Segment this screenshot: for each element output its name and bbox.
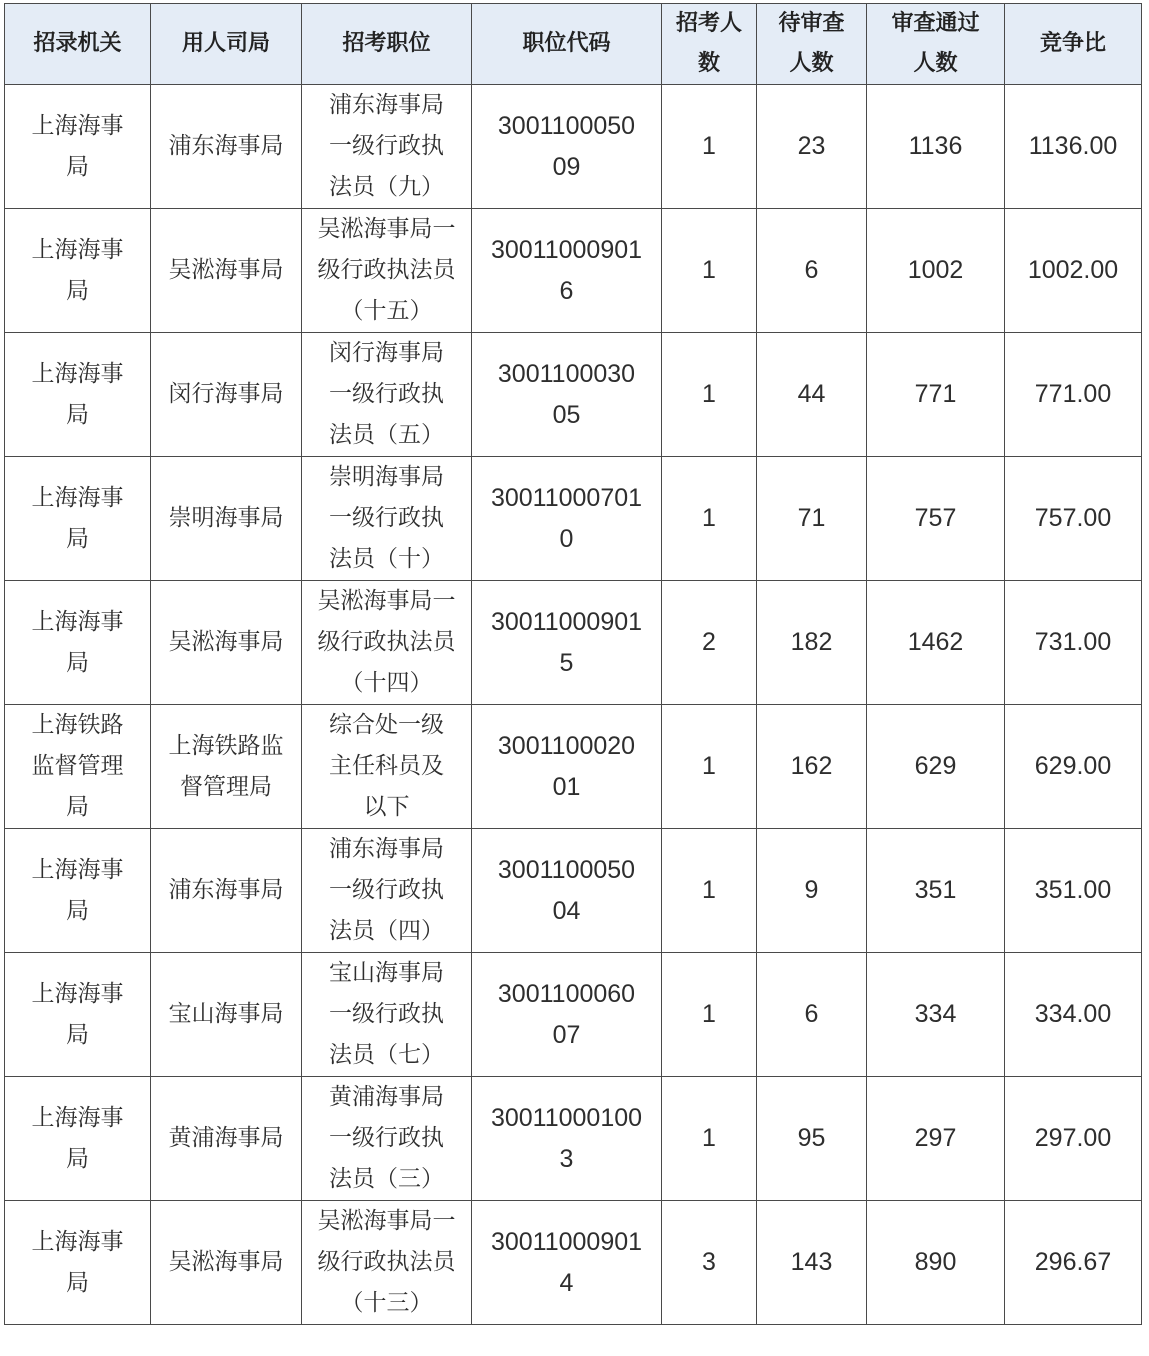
cell-bureau: 浦东海事局 <box>151 829 302 953</box>
cell-agency: 上海海事局 <box>5 1077 151 1201</box>
table-row <box>5 209 1142 333</box>
cell-pending: 44 <box>757 333 867 457</box>
cell-position: 吴淞海事局一级行政执法员（十三） <box>302 1201 472 1325</box>
cell-quota: 1 <box>662 457 757 581</box>
cell-code: 300110001003 <box>472 1077 662 1201</box>
header-agency: 招录机关 <box>5 4 151 85</box>
table-row <box>5 705 1142 829</box>
cell-bureau: 上海铁路监督管理局 <box>151 705 302 829</box>
cell-bureau: 黄浦海事局 <box>151 1077 302 1201</box>
cell-quota: 1 <box>662 333 757 457</box>
table-row <box>5 953 1142 1077</box>
cell-code: 300110005009 <box>472 85 662 209</box>
cell-ratio: 731.00 <box>1005 581 1142 705</box>
recruitment-table-container <box>4 3 1142 1325</box>
cell-passed: 1462 <box>867 581 1005 705</box>
cell-ratio: 334.00 <box>1005 953 1142 1077</box>
cell-ratio: 296.67 <box>1005 1201 1142 1325</box>
cell-quota: 1 <box>662 1077 757 1201</box>
cell-position: 宝山海事局一级行政执法员（七） <box>302 953 472 1077</box>
cell-position: 闵行海事局一级行政执法员（五） <box>302 333 472 457</box>
cell-bureau: 吴淞海事局 <box>151 581 302 705</box>
cell-pending: 95 <box>757 1077 867 1201</box>
cell-agency: 上海海事局 <box>5 953 151 1077</box>
cell-quota: 1 <box>662 829 757 953</box>
cell-passed: 297 <box>867 1077 1005 1201</box>
header-passed: 审查通过人数 <box>867 4 1005 85</box>
cell-bureau: 浦东海事局 <box>151 85 302 209</box>
cell-code: 300110009014 <box>472 1201 662 1325</box>
cell-agency: 上海铁路监督管理局 <box>5 705 151 829</box>
recruitment-table <box>4 3 1142 1325</box>
cell-passed: 757 <box>867 457 1005 581</box>
cell-agency: 上海海事局 <box>5 209 151 333</box>
cell-position: 吴淞海事局一级行政执法员（十五） <box>302 209 472 333</box>
cell-pending: 162 <box>757 705 867 829</box>
header-bureau: 用人司局 <box>151 4 302 85</box>
cell-passed: 771 <box>867 333 1005 457</box>
table-row <box>5 829 1142 953</box>
header-pending: 待审查人数 <box>757 4 867 85</box>
cell-pending: 6 <box>757 953 867 1077</box>
cell-pending: 182 <box>757 581 867 705</box>
header-ratio: 竞争比 <box>1005 4 1142 85</box>
cell-agency: 上海海事局 <box>5 581 151 705</box>
cell-ratio: 757.00 <box>1005 457 1142 581</box>
cell-pending: 9 <box>757 829 867 953</box>
cell-pending: 23 <box>757 85 867 209</box>
table-row <box>5 457 1142 581</box>
cell-quota: 1 <box>662 209 757 333</box>
cell-agency: 上海海事局 <box>5 333 151 457</box>
cell-pending: 6 <box>757 209 867 333</box>
cell-code: 300110009016 <box>472 209 662 333</box>
cell-agency: 上海海事局 <box>5 829 151 953</box>
cell-passed: 890 <box>867 1201 1005 1325</box>
cell-passed: 1002 <box>867 209 1005 333</box>
cell-bureau: 吴淞海事局 <box>151 209 302 333</box>
cell-code: 300110002001 <box>472 705 662 829</box>
cell-position: 浦东海事局一级行政执法员（四） <box>302 829 472 953</box>
cell-bureau: 闵行海事局 <box>151 333 302 457</box>
cell-passed: 629 <box>867 705 1005 829</box>
cell-pending: 143 <box>757 1201 867 1325</box>
cell-ratio: 1136.00 <box>1005 85 1142 209</box>
cell-code: 300110003005 <box>472 333 662 457</box>
cell-code: 300110005004 <box>472 829 662 953</box>
cell-code: 300110007010 <box>472 457 662 581</box>
cell-quota: 1 <box>662 85 757 209</box>
cell-position: 吴淞海事局一级行政执法员（十四） <box>302 581 472 705</box>
cell-bureau: 吴淞海事局 <box>151 1201 302 1325</box>
cell-position: 综合处一级主任科员及以下 <box>302 705 472 829</box>
table-row <box>5 333 1142 457</box>
cell-agency: 上海海事局 <box>5 457 151 581</box>
cell-ratio: 1002.00 <box>1005 209 1142 333</box>
table-row <box>5 581 1142 705</box>
table-header-row <box>5 4 1142 85</box>
cell-ratio: 771.00 <box>1005 333 1142 457</box>
cell-position: 崇明海事局一级行政执法员（十） <box>302 457 472 581</box>
cell-position: 黄浦海事局一级行政执法员（三） <box>302 1077 472 1201</box>
cell-bureau: 崇明海事局 <box>151 457 302 581</box>
cell-pending: 71 <box>757 457 867 581</box>
header-code: 职位代码 <box>472 4 662 85</box>
cell-code: 300110009015 <box>472 581 662 705</box>
cell-passed: 351 <box>867 829 1005 953</box>
cell-quota: 2 <box>662 581 757 705</box>
header-quota: 招考人数 <box>662 4 757 85</box>
cell-quota: 3 <box>662 1201 757 1325</box>
table-row <box>5 1201 1142 1325</box>
cell-passed: 1136 <box>867 85 1005 209</box>
header-position: 招考职位 <box>302 4 472 85</box>
cell-quota: 1 <box>662 953 757 1077</box>
cell-passed: 334 <box>867 953 1005 1077</box>
cell-code: 300110006007 <box>472 953 662 1077</box>
cell-bureau: 宝山海事局 <box>151 953 302 1077</box>
cell-ratio: 297.00 <box>1005 1077 1142 1201</box>
cell-agency: 上海海事局 <box>5 85 151 209</box>
cell-ratio: 351.00 <box>1005 829 1142 953</box>
table-row <box>5 1077 1142 1201</box>
table-row <box>5 85 1142 209</box>
cell-position: 浦东海事局一级行政执法员（九） <box>302 85 472 209</box>
cell-agency: 上海海事局 <box>5 1201 151 1325</box>
cell-ratio: 629.00 <box>1005 705 1142 829</box>
cell-quota: 1 <box>662 705 757 829</box>
